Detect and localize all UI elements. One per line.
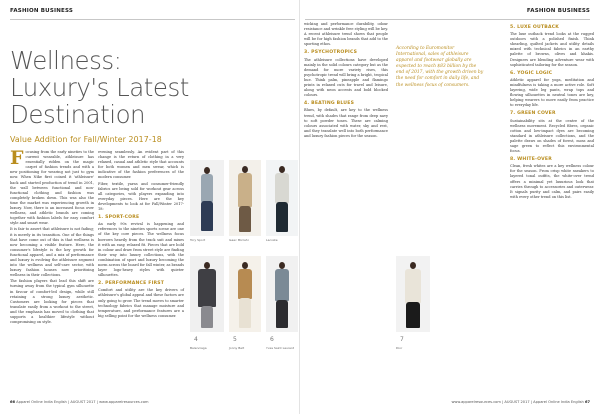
intro-paragraph-2: It is fair to assert that athleisure is not fading; it is merely in its transition. One of the things that have come out of this is that wellness is now becoming a visible feature. Here, the consumer's lifestyle is the key growth for functional apparel, and a mix of performance and luxury is evolving the athleisure segment into the wellness and self-care sector, with luxury fashion houses now prioritising wellness in their collections. — [10, 227, 94, 278]
footer-right: www.apparelresources.com | AUGUST 2017 | Apparel Online India English 67 — [451, 400, 590, 404]
photo-figure — [190, 160, 224, 236]
section-title-yogic-logic: 6. YOGIC LOGIC — [510, 70, 553, 76]
photo-figure — [229, 256, 261, 332]
section-title-white-over: 8. WHITE-OVER — [510, 157, 552, 163]
photo-figure — [190, 256, 224, 332]
right-column-3 — [510, 22, 594, 201]
header-rule — [305, 19, 590, 20]
section-header: FASHION BUSINESS — [10, 8, 74, 14]
body-paragraph: Sustainability sits at the centre of the wellness movement. Recycled fibres, organic cotton and low-impact dyes are becoming standard in athleisure collections, and the palette draws on shades of forest, moss and sage green to reflect this environmental focus. — [510, 118, 594, 154]
magazine-name: Apparel Online India English — [533, 400, 584, 404]
issue-date: AUGUST 2017 — [504, 400, 530, 404]
right-page — [300, 0, 600, 414]
figure-caption: Dior — [396, 346, 403, 350]
body-paragraph: evening seamlessly. An evident part of this change is the return of clothing in a very relaxed, casual and athletic style that accounts for both women and men swear, which is indicative of the fashion preferences of the modern consumer. — [98, 150, 184, 180]
body-paragraph: wicking and performance durability, odour resistance and wrinkle free styling will be key. A recent athleisure trend shows that people will be for high fashion brands that add to the sporting ethos. — [304, 22, 388, 47]
right-column-1 — [304, 22, 388, 140]
subhead: Value Addition for Fall/Winter 2017-18 — [10, 135, 162, 144]
body-paragraph: Comfort and utility are the key drivers of athleisure's global appeal and these factors are only going to grow. The trend moves to smarter technology fabrics that manage moisture and temperature, and performance features are a big selling point for the wellness consumer. — [98, 288, 184, 318]
body-paragraph: Blues, by default, are key to the wellness trend, with shades that range from deep navy to soft powder tones. These are calming colours associated with water, sky and rest, and they translate well into both performance and luxury fashion pieces for the season. — [304, 108, 388, 138]
body-paragraph: An early 90s revival is happening and references to the nineties sports scene are one of the key core pieces. The wellness focus borrows heavily from the track suit and mixes it with an easy, relaxed fit. Pieces that are bold in colour and draw from street style are finding their way into luxury collections, with the combination of sport and luxury becoming the norm across the board for fall winter, as brands layer logo-heavy styles with quieter silhouettes. — [98, 222, 185, 278]
figure-number: 5 — [233, 336, 237, 343]
headline: Wellness: Luxury's Latest Destination — [10, 46, 189, 129]
section-title-green-cover: 7. GREEN COVER — [510, 111, 556, 117]
magazine-name: Apparel Online India English — [16, 400, 67, 404]
photo-figure — [266, 160, 298, 236]
website-link[interactable]: www.apparelresources.com — [451, 400, 501, 404]
section-title-performance: 2. PERFORMANCE FIRST — [98, 281, 165, 287]
section-title-beating-blues: 4. BEATING BLUES — [304, 101, 355, 107]
page-number: 67 — [584, 400, 590, 404]
footer-left: 66 Apparel Online India English | AUGUST 2017 | www.apparelresources.com — [10, 400, 149, 404]
website-link[interactable]: www.apparelresources.com — [99, 400, 149, 404]
figure-caption: Tory Sport — [190, 238, 206, 242]
section-title-luxe-outback: 5. LUXE OUTBACK — [510, 25, 560, 30]
figure-number: 4 — [194, 336, 198, 343]
body-paragraph: Clean, fresh whites are a key wellness colour for the season. From crisp white sneakers to layered tonal outfits, the white-over trend offers a minimal yet luxurious look that carries through to accessories and outerwear. It signals purity and calm, and pairs easily with every other trend on this list. — [510, 164, 594, 199]
figure-number: 6 — [270, 336, 274, 343]
photo-figure — [396, 256, 430, 332]
intro-paragraph-3: The fashion players that lead this shift are turning away from the typical gym silhouette in favour of comfort-led design, while still retaining a strong luxury aesthetic. Customers are looking for pieces that translate easily from a workout to the street, and the emphasis has moved to clothing that supports a healthier lifestyle without compromising on style. — [10, 279, 94, 325]
header-rule — [10, 19, 295, 20]
left-column-2 — [98, 150, 184, 320]
figure-caption: Balenciaga — [190, 346, 207, 350]
intro-paragraph: Focusing from the early nineties to the current wearable, athleisure has essentially ridden on the magic carpet of fashion trends and with a new positioning for wearing not just to gym now. When Nike first coined it 'athleisure' back and started production of trend in 2001, the wall between functional and non-functional clothing and fashion was completely broken down. This was also the time the market was experiencing growth in luxury. Now, there is an increased focus over wellness, and athletic brands are coming together with fashion labels for easy comfort style and smart wear. — [10, 147, 94, 226]
section-title-sport-core: 1. SPORT-CORE — [98, 215, 140, 221]
photo-figure — [229, 160, 261, 236]
body-paragraph: The athleisure collections have developed mainly in the solid colours category but as the demand for more variety rises, this psychotropic trend will bring a bright, tropical hue. Think palm, pineapple and flamingo prints in relaxed cuts for travel and leisure, along with neon accents and bold blocked colours. — [304, 57, 389, 98]
figure-caption: Jonny Belt — [229, 346, 245, 350]
figure-caption: Yves Saint Laurent — [266, 346, 295, 350]
figure-caption: Lacoste — [266, 238, 278, 242]
figure-number: 7 — [400, 336, 404, 343]
photo-figure — [266, 256, 298, 332]
body-paragraph: The luxe outback trend looks at the rugged outdoors with a polished finish. Think shearling, quilted jackets and utility details mixed with technical fabrics in an earthy palette of browns, olives and khakis. Designers are blending adventure wear with sophisticated tailoring for the season. — [510, 32, 594, 67]
issue-date: AUGUST 2017 — [70, 400, 96, 404]
body-paragraph: Athletic apparel for yoga, meditation and mindfulness is taking a more active role. Soft layering, wide leg pants, wrap tops and flowing silhouettes in neutral tones are key, helping wearers to move easily from practice to everyday life. — [510, 77, 594, 108]
dropcap: F — [10, 147, 24, 169]
left-column-1 — [10, 147, 94, 326]
page-number: 66 — [10, 400, 16, 404]
section-header: FASHION BUSINESS — [526, 8, 590, 14]
figure-caption: Isaac Mizrahi — [229, 238, 249, 242]
section-title-psychotropics: 3. PSYCHOTROPICS — [304, 50, 358, 56]
pull-quote: According to Euromonitor International, sales of athleisure apparel and footwear globally are expected to reach $83 billion by the end of 2017, with the growth driven by the need for comfort in daily life, and the wellness focus of consumers. — [396, 46, 484, 88]
body-paragraph: Fiber, textile, yarns and consumer-friendly fabrics are being sold for workout gear across all categories, with players expanding into everyday pieces. Here are the key developments to look at for Fall/Winter 2017-18: — [98, 181, 184, 212]
